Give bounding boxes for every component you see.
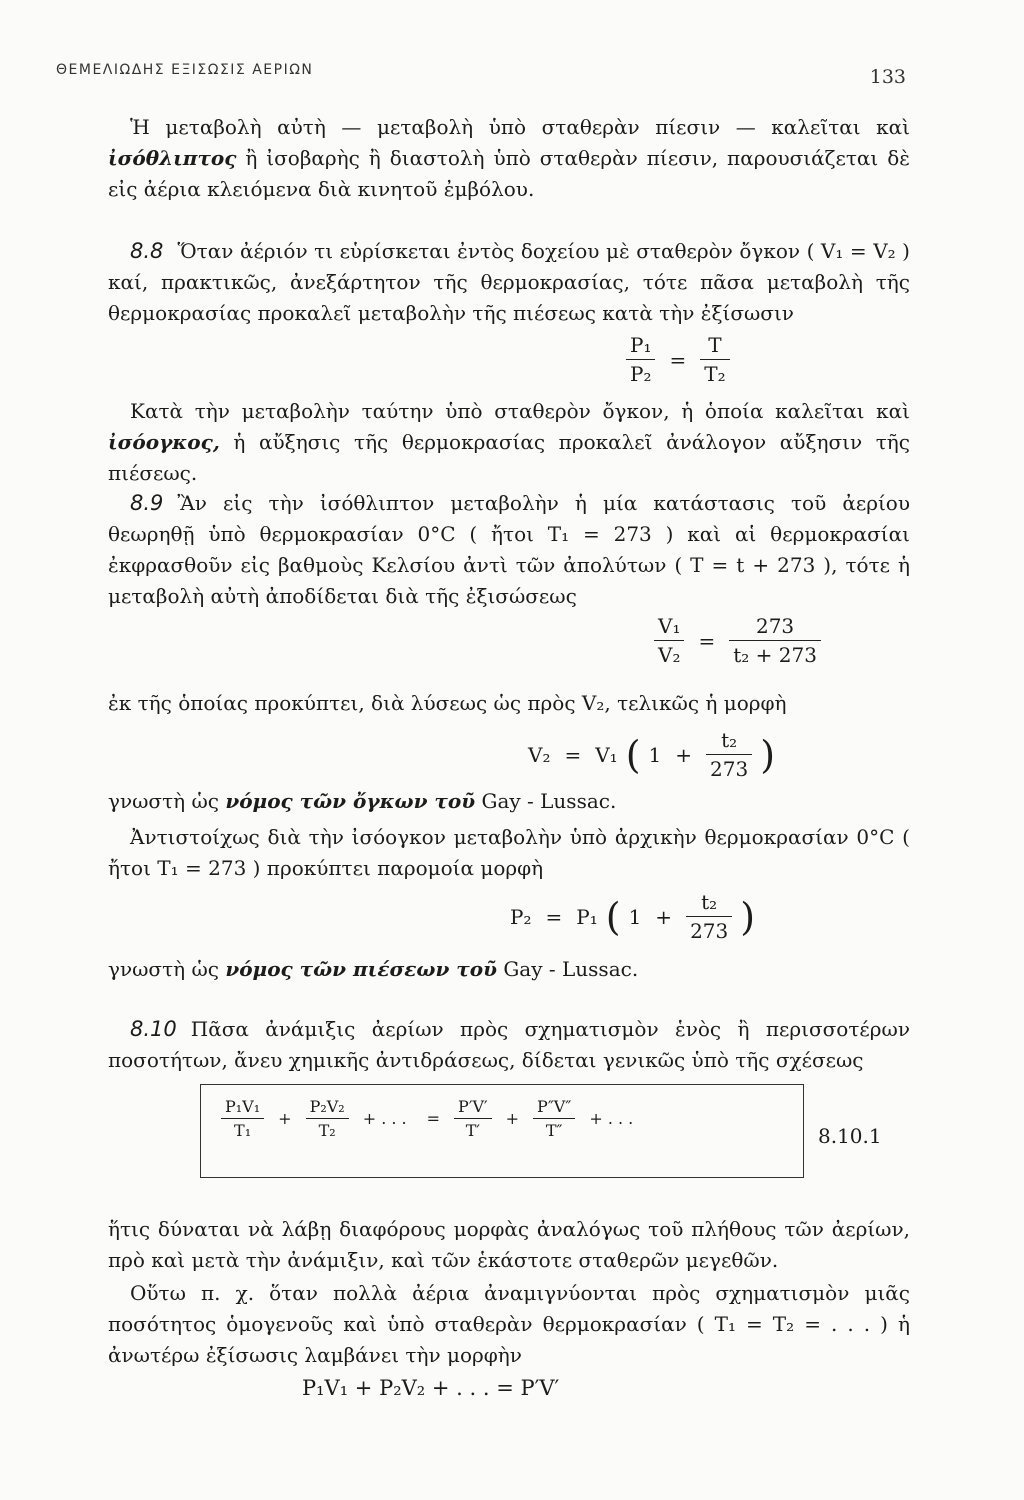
intro-paragraph bbox=[108, 112, 910, 205]
section-8-8-text: Ὅταν ἀέριόν τι εὑρίσκεται ἐντὸς δοχείου μὲ σταθερὸν ὄγκον ( V₁ = V₂ ) καί, πρακτικῶς, ἀνεξάρτητον τῆς θερμοκρασίας, τότε πᾶσα μεταβολὴ τῆς θερμοκρασίας προκαλεῖ μεταβολὴν τῆς πιέσεως κατὰ τὴν ἐξίσωσιν bbox=[108, 239, 910, 325]
section-number-8-10: 8.10 bbox=[130, 1017, 177, 1041]
section-number-8-9: 8.9 bbox=[130, 491, 164, 515]
page-number: 133 bbox=[869, 66, 906, 88]
term-law-of-volumes: νόμος τῶν ὄγκων τοῦ bbox=[225, 789, 476, 813]
equals-sign: = bbox=[669, 347, 687, 372]
term-isothliptos: ἰσόθλιπτος bbox=[108, 146, 237, 170]
equation-gay-lussac-volumes: V₂ = V₁ ( 1 + $\frac{\text{t₂}}{273}$ ) bbox=[528, 728, 776, 781]
section-8-10-text: Πᾶσα ἀνάμιξις ἀερίων πρὸς σχηματισμὸν ἑνὸς ἢ περισσοτέρων ποσοτήτων, ἄνευ χημικῆς ἀντιδράσεως, δίδεται γενικῶς ὑπὸ τῆς σχέσεως bbox=[108, 1017, 910, 1072]
law-of-volumes-line: γνωστὴ ὡς νόμος τῶν ὄγκων τοῦ Gay - Lussac. bbox=[108, 789, 617, 813]
intro-text-2: ἢ ἰσοβαρὴς ἢ διαστολὴ ὑπὸ σταθερὰν πίεσιν, παρουσιάζεται δὲ εἰς ἀέρια κλειόμενα διὰ κινητοῦ ἐμβόλου. bbox=[108, 146, 910, 201]
term-law-of-pressures: νόμος τῶν πιέσεων τοῦ bbox=[225, 957, 497, 981]
law-of-pressures-line: γνωστὴ ὡς νόμος τῶν πιέσεων τοῦ Gay - Lussac. bbox=[108, 957, 639, 981]
boxed-mixing-equation: $\frac{\text{P₁V₁}}{\text{T₁}}$ + $\frac{\text{P₂V₂}}{\text{T₂}}$ + . . . = $\frac{P'V'}{T'}$ + $\frac{P''V''}{T''}$ + . . . bbox=[200, 1084, 804, 1178]
intro-text-1: Ἡ μεταβολὴ αὐτὴ — μεταβολὴ ὑπὸ σταθερὰν πίεσιν — καλεῖται καὶ bbox=[130, 115, 910, 139]
section-8-9-text: Ἂν εἰς τὴν ἰσόθλιπτον μεταβολὴν ἡ μία κατάστασις τοῦ ἀερίου θεωρηθῇ ὑπὸ θερμοκρασίαν 0°C ( ἤτοι T₁ = 273 ) καὶ αἱ θερμοκρασίαι ἐκφρασθοῦν εἰς βαθμοὺς Κελσίου ἀντὶ τῶν ἀπολύτων ( T = t + 273 ), τότε ἡ μεταβολὴ αὐτὴ ἀποδίδεται διὰ τῆς ἐξισώσεως bbox=[108, 491, 910, 608]
isochoric-paragraph bbox=[108, 396, 910, 489]
section-8-8-paragraph bbox=[108, 236, 910, 329]
isochoric-text-1: Κατὰ τὴν μεταβολὴν ταύτην ὑπὸ σταθερὸν ὄγκον, ἡ ὁποία καλεῖται καὶ bbox=[130, 399, 910, 423]
term-isoogkos: ἰσόογκος, bbox=[108, 430, 220, 454]
example-paragraph: Οὕτω π. χ. ὅταν πολλὰ ἀέρια ἀναμιγνύονται πρὸς σχηματισμὸν μιᾶς ποσότητος ὁμογενοῦς καὶ ὑπὸ σταθερὰν θερμοκρασίαν ( T₁ = T₂ = . . . ) ἡ ἀνωτέρω ἐξίσωσις λαμβάνει τὴν μορφὴν bbox=[108, 1281, 911, 1367]
fraction-t-t2: $\frac{T}{\text{T₂}}$ bbox=[700, 333, 729, 386]
running-header: ΘΕΜΕΛΙΩΔΗΣ ΕΞΙΣΩΣΙΣ ΑΕΡΙΩΝ bbox=[56, 62, 314, 78]
section-8-9-paragraph bbox=[108, 488, 910, 612]
equation-pressure-temperature bbox=[626, 333, 730, 386]
equation-number: 8.10.1 bbox=[818, 1124, 882, 1148]
fraction-p1-p2: $\frac{\text{P₁}}{\text{P₂}}$ bbox=[626, 333, 655, 386]
isochoric-zero-paragraph: Ἀντιστοίχως διὰ τὴν ἰσόογκον μεταβολὴν ὑπὸ ἀρχικὴν θερμοκρασίαν 0°C ( ἤτοι T₁ = 273 ) προκύπτει παρομοία μορφὴ bbox=[108, 825, 910, 880]
section-8-10-paragraph bbox=[108, 1014, 910, 1076]
forms-paragraph: ἥτις δύναται νὰ λάβῃ διαφόρους μορφὰς ἀναλόγως τοῦ πλήθους τῶν ἀερίων, πρὸ καὶ μετὰ τὴν ἀνάμιξιν, καὶ τῶν ἑκάστοτε σταθερῶν μεγεθῶν. bbox=[108, 1217, 910, 1272]
final-equation: P₁V₁ + P₂V₂ + . . . = P′V′ bbox=[302, 1376, 560, 1400]
equation-volume-celsius: $\frac{\text{V₁}}{\text{V₂}}$ = $\frac{273}{\text{t₂ + 273}}$ bbox=[654, 614, 821, 667]
solving-text: ἐκ τῆς ὁποίας προκύπτει, διὰ λύσεως ὡς πρὸς V₂, τελικῶς ἡ μορφὴ bbox=[108, 691, 787, 715]
isochoric-text-2: ἡ αὔξησις τῆς θερμοκρασίας προκαλεῖ ἀνάλογον αὔξησιν τῆς πιέσεως. bbox=[108, 430, 910, 485]
section-number-8-8: 8.8 bbox=[130, 239, 164, 263]
equation-gay-lussac-pressures: P₂ = P₁ ( 1 + $\frac{\text{t₂}}{273}$ ) bbox=[510, 890, 756, 943]
